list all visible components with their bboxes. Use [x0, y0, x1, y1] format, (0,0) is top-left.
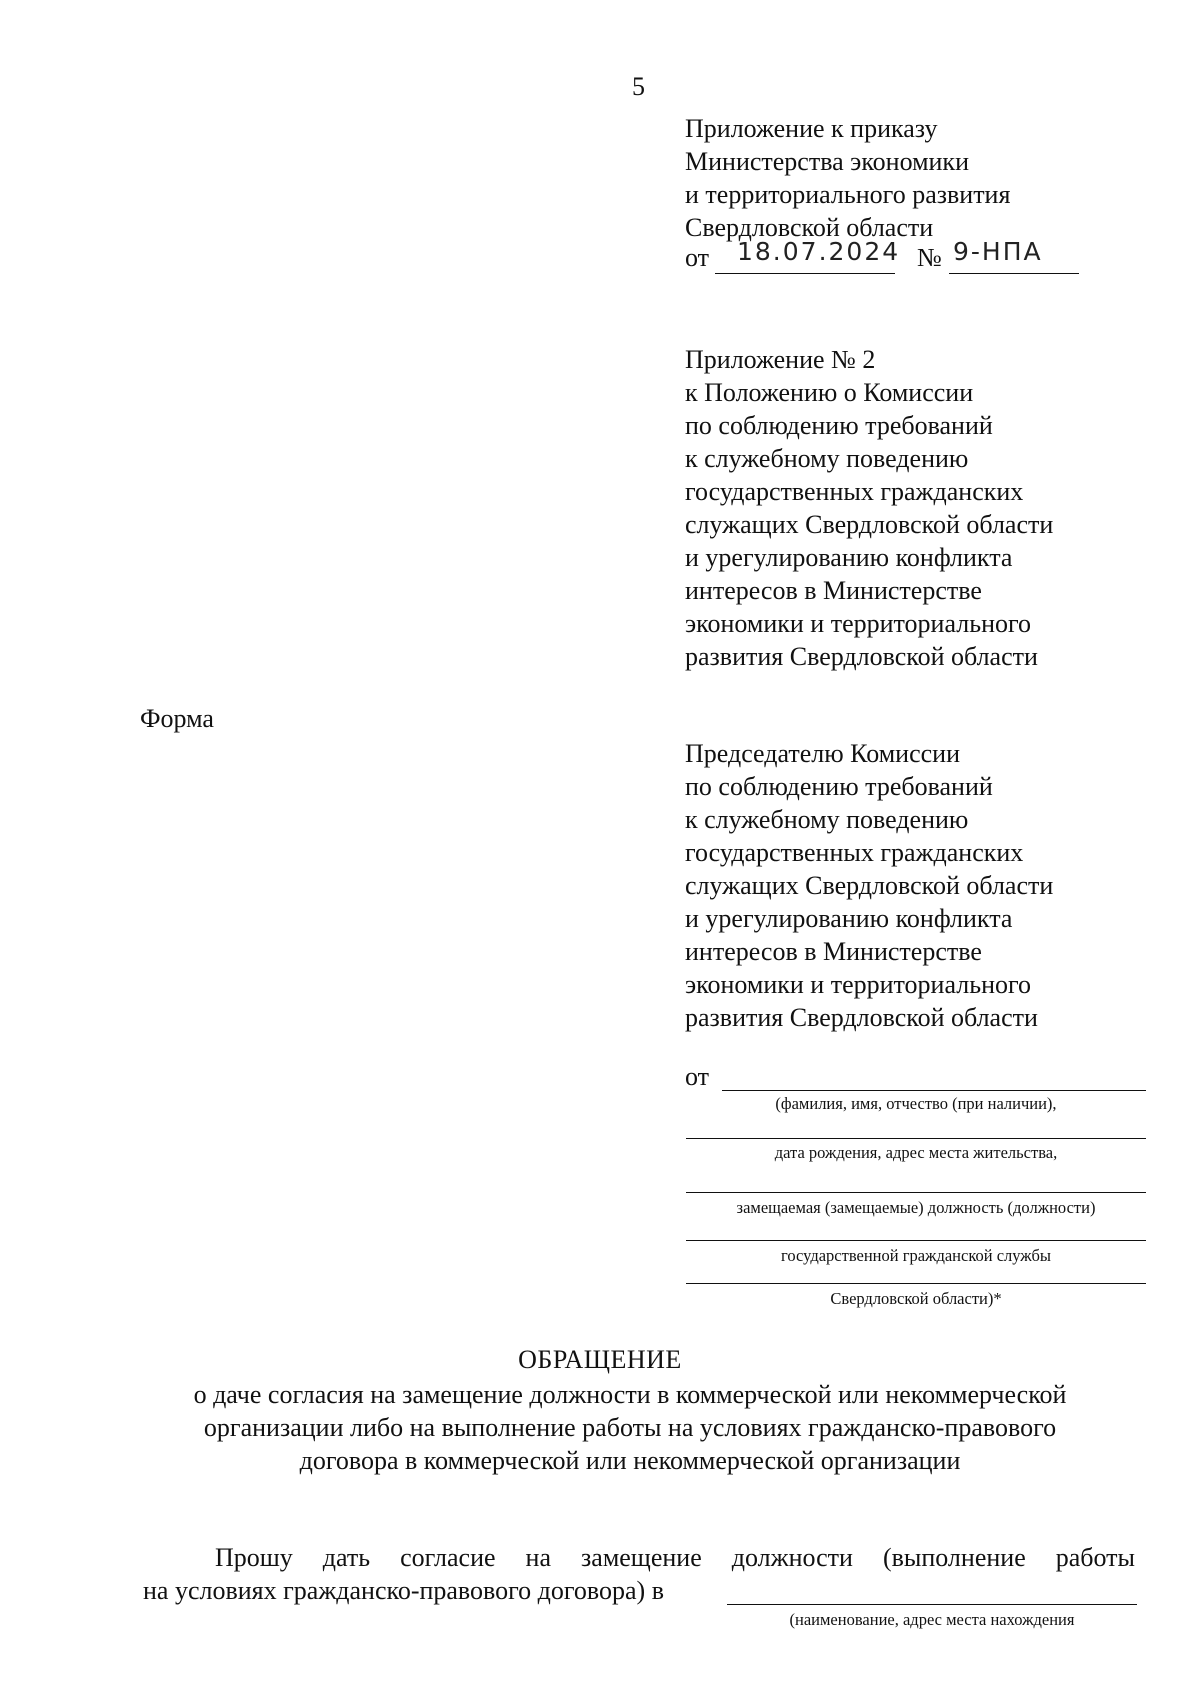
appeal-subtitle-line: о даче согласия на замещение должности в коммерческой или некоммерческой [193, 1380, 1067, 1409]
request-paragraph-line-2: на условиях гражданско-правового договора) в [143, 1576, 664, 1605]
position-caption: замещаемая (замещаемые) должность (должности) [736, 1198, 1096, 1217]
civil-service-field[interactable] [686, 1240, 1146, 1241]
order-appendix-heading [685, 112, 1010, 244]
regulation-appendix-heading [685, 343, 1053, 673]
appeal-subtitle [120, 1378, 1140, 1477]
birth-address-field[interactable] [686, 1138, 1146, 1139]
page-number: 5 [632, 72, 645, 101]
position-field[interactable] [686, 1192, 1146, 1193]
order-date-handwritten: 18.07.2024 [737, 237, 901, 266]
organization-field[interactable] [727, 1604, 1137, 1605]
regulation-appendix-line: государственных гражданских [685, 477, 1024, 506]
regulation-appendix-line: Приложение № 2 [685, 345, 876, 374]
appeal-title: ОБРАЩЕНИЕ [518, 1345, 682, 1374]
addressee-line: по соблюдению требований [685, 772, 993, 801]
order-appendix-line: и территориального развития [685, 180, 1011, 209]
regulation-appendix-line: развития Свердловской области [685, 642, 1038, 671]
regulation-appendix-line: к служебному поведению [685, 444, 969, 473]
order-appendix-line: Свердловской области [685, 213, 934, 242]
appeal-subtitle-line: договора в коммерческой или некоммерческой организации [299, 1446, 961, 1475]
form-label: Форма [140, 704, 214, 733]
addressee-line: Председателю Комиссии [685, 739, 960, 768]
appeal-subtitle-line: организации либо на выполнение работы на условиях гражданско-правового [203, 1413, 1057, 1442]
addressee-line: и урегулированию конфликта [685, 904, 1013, 933]
addressee-line: к служебному поведению [685, 805, 969, 834]
regulation-appendix-line: экономики и территориального [685, 609, 1031, 638]
addressee-line: служащих Свердловской области [685, 871, 1054, 900]
addressee-line: государственных гражданских [685, 838, 1024, 867]
order-date-underline [715, 273, 895, 274]
regulation-appendix-line: интересов в Министерстве [685, 576, 982, 605]
addressee-line: интересов в Министерстве [685, 937, 982, 966]
order-number-prefix: № [917, 243, 942, 272]
from-prefix: от [685, 1062, 710, 1091]
addressee-line: экономики и территориального [685, 970, 1031, 999]
region-caption: Свердловской области)* [830, 1289, 1002, 1308]
order-number-handwritten: 9-НПА [953, 237, 1043, 266]
organization-caption: (наименование, адрес места нахождения [789, 1610, 1075, 1629]
regulation-appendix-line: и урегулированию конфликта [685, 543, 1013, 572]
birth-address-caption: дата рождения, адрес места жительства, [774, 1143, 1058, 1162]
order-appendix-line: Министерства экономики [685, 147, 969, 176]
addressee-block [685, 737, 1053, 1034]
request-paragraph-line-1: Прошу дать согласие на замещение должности (выполнение работы [215, 1543, 1135, 1572]
region-field[interactable] [686, 1283, 1146, 1284]
regulation-appendix-line: по соблюдению требований [685, 411, 993, 440]
order-number-underline [949, 273, 1079, 274]
civil-service-caption: государственной гражданской службы [781, 1246, 1051, 1265]
order-appendix-line: Приложение к приказу [685, 114, 938, 143]
regulation-appendix-line: к Положению о Комиссии [685, 378, 974, 407]
addressee-line: развития Свердловской области [685, 1003, 1038, 1032]
applicant-name-caption: (фамилия, имя, отчество (при наличии), [775, 1094, 1057, 1113]
regulation-appendix-line: служащих Свердловской области [685, 510, 1054, 539]
applicant-name-field[interactable] [722, 1090, 1146, 1091]
order-date-prefix: от [685, 243, 710, 272]
